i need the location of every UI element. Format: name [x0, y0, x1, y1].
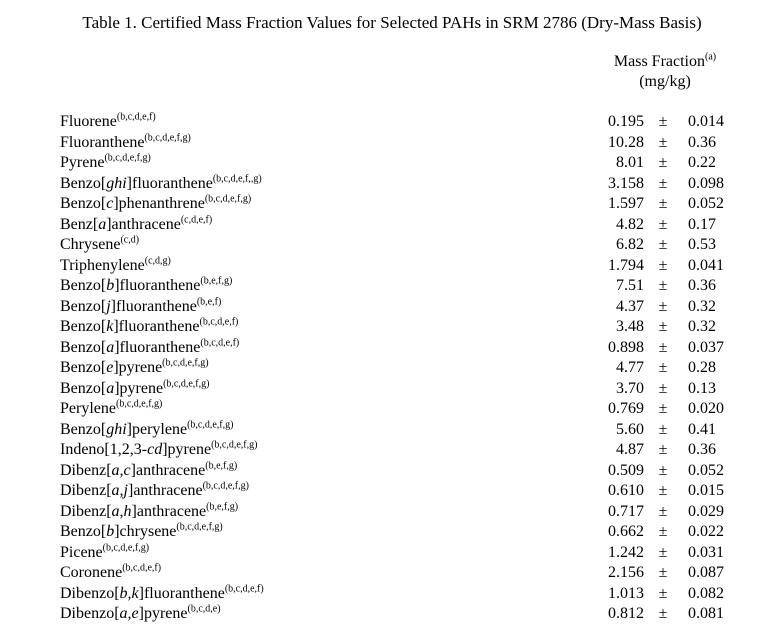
header-label: Mass Fraction	[613, 53, 705, 70]
compound-name	[60, 174, 262, 195]
plus-minus-symbol: ±	[658, 482, 668, 499]
mass-fraction-value: 0.812	[608, 605, 644, 622]
mass-fraction-value: 4.37	[616, 297, 644, 315]
table-row	[0, 379, 784, 400]
expanded-uncertainty: 0.41	[688, 420, 716, 438]
compound-part: ]pyrene	[114, 379, 164, 397]
compound-part: Dibenz[	[60, 461, 112, 479]
table-row	[0, 543, 784, 564]
compound-italic-part: c	[106, 195, 114, 212]
method-footnotes: (b,c,d,e,f)	[122, 562, 162, 574]
compound-part: Benzo[	[60, 318, 107, 335]
table-row	[0, 461, 784, 482]
compound-italic-part: a	[106, 338, 115, 356]
plus-minus-symbol: ±	[658, 338, 668, 356]
compound-part: Perylene	[60, 400, 116, 417]
compound-italic-part: a,c	[111, 461, 131, 479]
expanded-uncertainty: 0.32	[688, 297, 716, 315]
method-footnotes: (b,c,d,e,f,g)	[144, 132, 191, 144]
mass-fraction-value: 5.60	[616, 420, 644, 438]
compound-name	[60, 112, 156, 133]
compound-name	[60, 563, 161, 584]
mass-fraction-value: 3.70	[616, 379, 644, 397]
plus-minus-symbol: ±	[658, 236, 668, 253]
compound-name	[60, 276, 232, 297]
mass-fraction-header	[600, 52, 730, 92]
table-row	[0, 194, 784, 215]
plus-minus-symbol: ±	[658, 400, 668, 417]
plus-minus-symbol: ±	[658, 441, 668, 458]
method-footnotes: (b,c,d,e,f,g)	[115, 398, 163, 410]
plus-minus-symbol: ±	[658, 605, 668, 622]
expanded-uncertainty: 0.22	[688, 154, 716, 171]
compound-part: ]pyrene	[138, 605, 188, 622]
compound-part: Dibenzo[	[60, 584, 120, 602]
mass-fraction-value: 4.87	[616, 441, 644, 458]
compound-part: Dibenzo[	[60, 605, 120, 622]
plus-minus-symbol: ±	[658, 113, 668, 130]
method-footnotes: (b,c,d,e,f)	[200, 337, 240, 349]
compound-name	[60, 420, 233, 441]
mass-fraction-value: 3.48	[616, 318, 644, 335]
mass-fraction-value: 0.509	[608, 461, 644, 479]
compound-part: ]fluoranthene	[138, 584, 225, 602]
method-footnotes: (b,c,d,e,f,g)	[202, 480, 249, 492]
compound-italic-part: cd	[147, 441, 163, 458]
table-row	[0, 276, 784, 297]
compound-name	[60, 297, 221, 318]
mass-fraction-value: 4.82	[616, 215, 644, 233]
mass-fraction-value: 6.82	[616, 236, 644, 253]
expanded-uncertainty: 0.28	[688, 359, 716, 376]
mass-fraction-value: 0.662	[608, 523, 644, 540]
compound-part: Dibenz[	[60, 482, 112, 499]
method-footnotes: (b,e,f)	[196, 296, 222, 308]
table-row	[0, 358, 784, 379]
compound-name	[60, 440, 257, 461]
method-footnotes: (b,c,d,e,f,g)	[102, 542, 150, 554]
compound-italic-part: a	[106, 379, 115, 397]
mass-fraction-value: 0.769	[608, 400, 644, 417]
compound-part: ]anthracene	[131, 502, 207, 520]
method-footnotes: (b,e,f,g)	[205, 460, 238, 472]
compound-part: Coronene	[60, 564, 123, 581]
plus-minus-symbol: ±	[658, 133, 668, 151]
compound-part: ]chrysene	[114, 523, 177, 540]
mass-fraction-value: 7.51	[616, 277, 644, 294]
compound-part: Triphenylene	[60, 256, 145, 274]
compound-part: ]fluoranthene	[114, 338, 201, 356]
compound-part: Benzo[	[60, 277, 107, 294]
compound-name	[60, 153, 151, 174]
plus-minus-symbol: ±	[658, 461, 668, 479]
expanded-uncertainty: 0.020	[688, 400, 724, 417]
compound-name	[60, 584, 264, 605]
compound-part: Benzo[	[60, 174, 107, 192]
compound-italic-part: a	[98, 215, 107, 233]
plus-minus-symbol: ±	[658, 174, 668, 192]
compound-name	[60, 256, 171, 277]
table-row	[0, 153, 784, 174]
expanded-uncertainty: 0.098	[688, 174, 724, 192]
table-row	[0, 563, 784, 584]
expanded-uncertainty: 0.32	[688, 318, 716, 335]
plus-minus-symbol: ±	[658, 256, 668, 274]
plus-minus-symbol: ±	[658, 502, 668, 520]
method-footnotes: (b,c,d,e,f,,g)	[212, 173, 262, 185]
mass-fraction-value: 0.195	[608, 113, 644, 130]
expanded-uncertainty: 0.13	[688, 379, 716, 397]
compound-part: Benzo[	[60, 338, 107, 356]
compound-name	[60, 235, 139, 256]
compound-name	[60, 194, 251, 215]
table-row	[0, 256, 784, 277]
compound-name	[60, 461, 237, 482]
compound-part: Benz[	[60, 215, 99, 233]
method-footnotes: (b,e,f,g)	[206, 501, 239, 513]
expanded-uncertainty: 0.015	[688, 482, 724, 499]
mass-fraction-value: 8.01	[616, 154, 644, 171]
mass-fraction-value: 1.013	[608, 584, 644, 602]
mass-fraction-value: 3.158	[608, 174, 644, 192]
compound-name	[60, 317, 238, 338]
plus-minus-symbol: ±	[658, 420, 668, 438]
mass-fraction-value: 0.717	[608, 502, 644, 520]
compound-italic-part: a,h	[111, 502, 132, 520]
compound-italic-part: ghi	[106, 174, 127, 192]
compound-name	[60, 338, 239, 359]
method-footnotes: (b,e,f,g)	[200, 275, 233, 287]
compound-italic-part: b,k	[119, 584, 139, 602]
method-footnotes: (b,c,d,e,f,g)	[176, 521, 223, 533]
header-footnote: (a)	[705, 51, 717, 63]
compound-italic-part: ghi	[106, 420, 127, 438]
table-row	[0, 317, 784, 338]
expanded-uncertainty: 0.081	[688, 605, 724, 622]
compound-part: Benzo[	[60, 379, 107, 397]
expanded-uncertainty: 0.36	[688, 133, 716, 151]
expanded-uncertainty: 0.037	[688, 338, 724, 356]
compound-part: ]anthracene	[130, 461, 206, 479]
compound-italic-part: a,j	[111, 482, 128, 499]
compound-part: ]pyrene	[162, 441, 212, 458]
mass-fraction-value: 2.156	[608, 564, 644, 581]
compound-part: ]fluoranthene	[126, 174, 213, 192]
compound-part: Fluoranthene	[60, 133, 145, 151]
compound-part: ]fluoranthene	[114, 277, 201, 294]
method-footnotes: (b,c,d,e,f,g)	[204, 193, 252, 205]
compound-name	[60, 399, 162, 420]
compound-italic-part: e	[106, 359, 114, 376]
expanded-uncertainty: 0.014	[688, 113, 724, 130]
table-row	[0, 338, 784, 359]
compound-part: Chrysene	[60, 236, 121, 253]
expanded-uncertainty: 0.052	[688, 461, 724, 479]
expanded-uncertainty: 0.031	[688, 543, 724, 561]
compound-italic-part: j	[106, 297, 111, 315]
expanded-uncertainty: 0.041	[688, 256, 724, 274]
compound-part: ]fluoranthene	[110, 297, 197, 315]
method-footnotes: (c,d,e,f)	[180, 214, 213, 226]
compound-part: Pyrene	[60, 154, 105, 171]
compound-part: ]fluoranthene	[113, 318, 200, 335]
expanded-uncertainty: 0.36	[688, 441, 716, 458]
compound-part: Benzo[	[60, 195, 107, 212]
table-row	[0, 604, 784, 625]
table-row	[0, 584, 784, 605]
method-footnotes: (b,c,d,e)	[187, 603, 221, 615]
compound-name	[60, 379, 209, 400]
compound-part: ]pyrene	[113, 359, 163, 376]
method-footnotes: (b,c,d,e,f,g)	[163, 378, 210, 390]
compound-name	[60, 522, 223, 543]
table-row	[0, 133, 784, 154]
method-footnotes: (c,d,g)	[144, 255, 171, 267]
expanded-uncertainty: 0.36	[688, 277, 716, 294]
compound-part: Dibenz[	[60, 502, 112, 520]
table-row	[0, 440, 784, 461]
mass-fraction-value: 4.77	[616, 359, 644, 376]
compound-part: ]anthracene	[127, 482, 203, 499]
table-title: Table 1. Certified Mass Fraction Values for Selected PAHs in SRM 2786 (Dry-Mass Basis)	[82, 13, 702, 32]
plus-minus-symbol: ±	[658, 379, 668, 397]
table-row	[0, 174, 784, 195]
plus-minus-symbol: ±	[658, 318, 668, 335]
table-row	[0, 420, 784, 441]
compound-italic-part: b	[106, 277, 115, 294]
plus-minus-symbol: ±	[658, 215, 668, 233]
mass-fraction-value: 1.597	[608, 195, 644, 212]
table-row	[0, 502, 784, 523]
table-row	[0, 215, 784, 236]
plus-minus-symbol: ±	[658, 297, 668, 315]
compound-name	[60, 502, 238, 523]
expanded-uncertainty: 0.17	[688, 215, 716, 233]
method-footnotes: (b,c,d,e,f)	[224, 583, 264, 595]
method-footnotes: (b,c,d,e,f,g)	[104, 152, 151, 164]
mass-fraction-value: 1.794	[608, 256, 644, 274]
expanded-uncertainty: 0.052	[688, 195, 724, 212]
header-line-1	[600, 52, 730, 72]
expanded-uncertainty: 0.029	[688, 502, 724, 520]
table-row	[0, 112, 784, 133]
compound-part: ]perylene	[126, 420, 188, 438]
mass-fraction-value: 10.28	[608, 133, 644, 151]
compound-part: Indeno[1,2,3-	[60, 441, 148, 458]
table-row	[0, 297, 784, 318]
method-footnotes: (b,c,d,e,f)	[199, 316, 239, 328]
method-footnotes: (c,d)	[120, 234, 140, 246]
plus-minus-symbol: ±	[658, 543, 668, 561]
compound-italic-part: k	[106, 318, 114, 335]
compound-name	[60, 133, 191, 154]
compound-part: ]phenanthrene	[113, 195, 205, 212]
method-footnotes: (b,c,d,e,f,g)	[187, 419, 234, 431]
table-row	[0, 522, 784, 543]
mass-fraction-value: 0.610	[608, 482, 644, 499]
compound-part: Fluorene	[60, 113, 117, 130]
compound-name	[60, 543, 149, 564]
compound-part: Benzo[	[60, 359, 107, 376]
compound-part: Benzo[	[60, 297, 107, 315]
expanded-uncertainty: 0.022	[688, 523, 724, 540]
compound-part: ]anthracene	[106, 215, 181, 233]
header-units: (mg/kg)	[639, 73, 691, 90]
compound-italic-part: b	[106, 523, 115, 540]
mass-fraction-value: 1.242	[608, 543, 644, 561]
table-row	[0, 399, 784, 420]
mass-fraction-value: 0.898	[608, 338, 644, 356]
compound-italic-part: a,e	[119, 605, 139, 622]
plus-minus-symbol: ±	[658, 523, 668, 540]
compound-part: Benzo[	[60, 523, 107, 540]
plus-minus-symbol: ±	[658, 359, 668, 376]
plus-minus-symbol: ±	[658, 195, 668, 212]
compound-name	[60, 481, 249, 502]
plus-minus-symbol: ±	[658, 154, 668, 171]
plus-minus-symbol: ±	[658, 277, 668, 294]
expanded-uncertainty: 0.53	[688, 236, 716, 253]
table-row	[0, 481, 784, 502]
compound-name	[60, 604, 221, 625]
table-row	[0, 235, 784, 256]
method-footnotes: (b,c,d,e,f,g)	[211, 439, 258, 451]
compound-name	[60, 358, 209, 379]
pah-table-body	[0, 112, 784, 625]
expanded-uncertainty: 0.082	[688, 584, 724, 602]
method-footnotes: (b,c,d,e,f)	[116, 111, 156, 123]
expanded-uncertainty: 0.087	[688, 564, 724, 581]
method-footnotes: (b,c,d,e,f,g)	[162, 357, 209, 369]
plus-minus-symbol: ±	[658, 564, 668, 581]
compound-part: Picene	[60, 543, 103, 561]
plus-minus-symbol: ±	[658, 584, 668, 602]
compound-part: Benzo[	[60, 420, 107, 438]
compound-name	[60, 215, 212, 236]
